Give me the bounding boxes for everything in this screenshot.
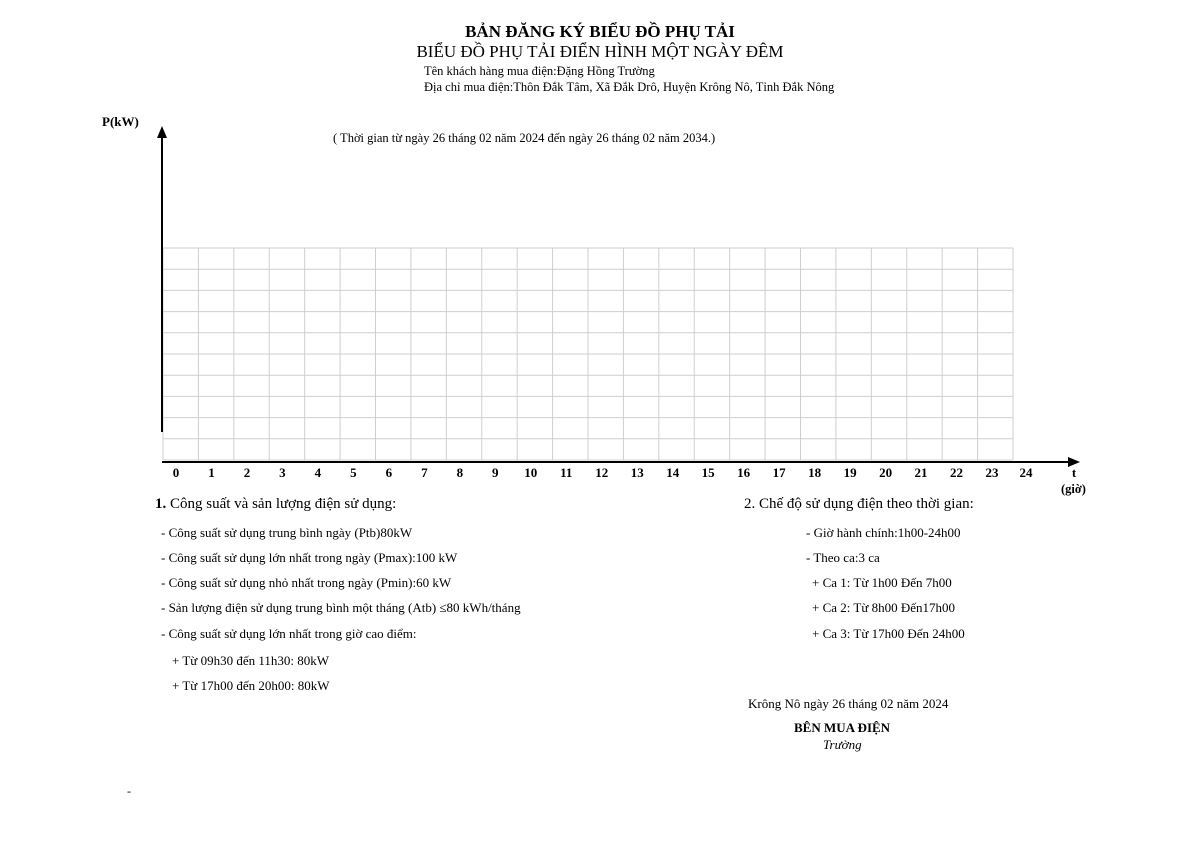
footer-mark: - (127, 784, 131, 798)
x-tick-label: 4 (314, 465, 322, 480)
x-tick-label: 5 (350, 465, 357, 480)
x-tick-label: 16 (737, 465, 751, 480)
x-tick-label: 6 (385, 465, 393, 480)
x-axis-end-label: t (1071, 465, 1077, 480)
x-tick-label: 3 (279, 465, 286, 480)
section2-line: + Ca 1: Từ 1h00 Đến 7h00 (812, 575, 952, 590)
signature-role: BÊN MUA ĐIỆN (794, 720, 891, 735)
x-tick-labels (173, 465, 1077, 480)
section1-line: - Công suất sử dụng lớn nhất trong giờ cao điểm: (161, 626, 417, 641)
x-axis-unit-label: (giờ) (1061, 482, 1086, 496)
section1-line: - Công suất sử dụng nhỏ nhất trong ngày (Pmin):60 kW (161, 575, 452, 590)
section1-line: + Từ 17h00 đến 20h00: 80kW (172, 678, 330, 693)
x-tick-label: 15 (701, 465, 715, 480)
period-note: ( Thời gian từ ngày 26 tháng 02 năm 2024 đến ngày 26 tháng 02 năm 2034.) (333, 131, 716, 145)
x-tick-label: 0 (172, 465, 180, 480)
section1-line: + Từ 09h30 đến 11h30: 80kW (172, 653, 330, 668)
y-axis-arrow (157, 126, 167, 138)
x-tick-label: 10 (524, 465, 538, 480)
x-tick-label: 13 (630, 465, 644, 480)
chart-grid (163, 248, 1013, 460)
x-tick-label: 12 (595, 465, 609, 480)
signature-place-date: Krông Nô ngày 26 tháng 02 năm 2024 (748, 696, 949, 711)
x-tick-label: 8 (456, 465, 464, 480)
x-tick-label: 22 (950, 465, 964, 480)
section2-title: 2. Chế độ sử dụng điện theo thời gian: (744, 496, 974, 512)
x-tick-label: 1 (208, 465, 215, 480)
x-tick-label: 9 (492, 465, 499, 480)
x-tick-label: 24 (1019, 465, 1033, 480)
section1-number: 1. (155, 496, 167, 512)
x-tick-label: 20 (879, 465, 893, 480)
y-axis-label: P(kW) (102, 114, 139, 129)
x-tick-label: 19 (843, 465, 857, 480)
section1-line: - Công suất sử dụng lớn nhất trong ngày (Pmax):100 kW (161, 550, 458, 565)
x-tick-label: 14 (666, 465, 680, 480)
chart-title: BIỂU ĐỒ PHỤ TẢI ĐIỂN HÌNH MỘT NGÀY ĐÊM (416, 42, 784, 61)
customer-name-line: Tên khách hàng mua điện:Đặng Hồng Trường (424, 64, 655, 78)
x-tick-label: 7 (421, 465, 428, 480)
section1-title (155, 496, 396, 513)
x-tick-label: 21 (914, 465, 928, 480)
customer-address-line: Địa chỉ mua điện:Thôn Đắk Tâm, Xã Đắk Drô, Huyện Krông Nô, Tỉnh Đắk Nông (424, 80, 835, 94)
x-tick-label: 23 (985, 465, 999, 480)
section2-line: - Giờ hành chính:1h00-24h00 (806, 525, 961, 540)
x-tick-label: 17 (772, 465, 786, 480)
signature-name: Trường (823, 737, 862, 752)
section2-line: + Ca 3: Từ 17h00 Đến 24h00 (812, 626, 965, 641)
x-tick-label: 11 (560, 465, 573, 480)
section1-line: - Sản lượng điện sử dụng trung bình một tháng (Atb) ≤80 kWh/tháng (161, 600, 521, 615)
section1-title-text: Công suất và sản lượng điện sử dụng: (170, 496, 397, 512)
x-tick-label: 2 (243, 465, 251, 480)
document-title: BẢN ĐĂNG KÝ BIỂU ĐỒ PHỤ TẢI (465, 22, 735, 41)
x-tick-label: 18 (808, 465, 822, 480)
chart-axes (157, 126, 1080, 467)
section2-line: - Theo ca:3 ca (806, 550, 880, 565)
section1-line: - Công suất sử dụng trung bình ngày (Ptb)80kW (161, 525, 413, 540)
section2-line: + Ca 2: Từ 8h00 Đến17h00 (812, 600, 956, 615)
